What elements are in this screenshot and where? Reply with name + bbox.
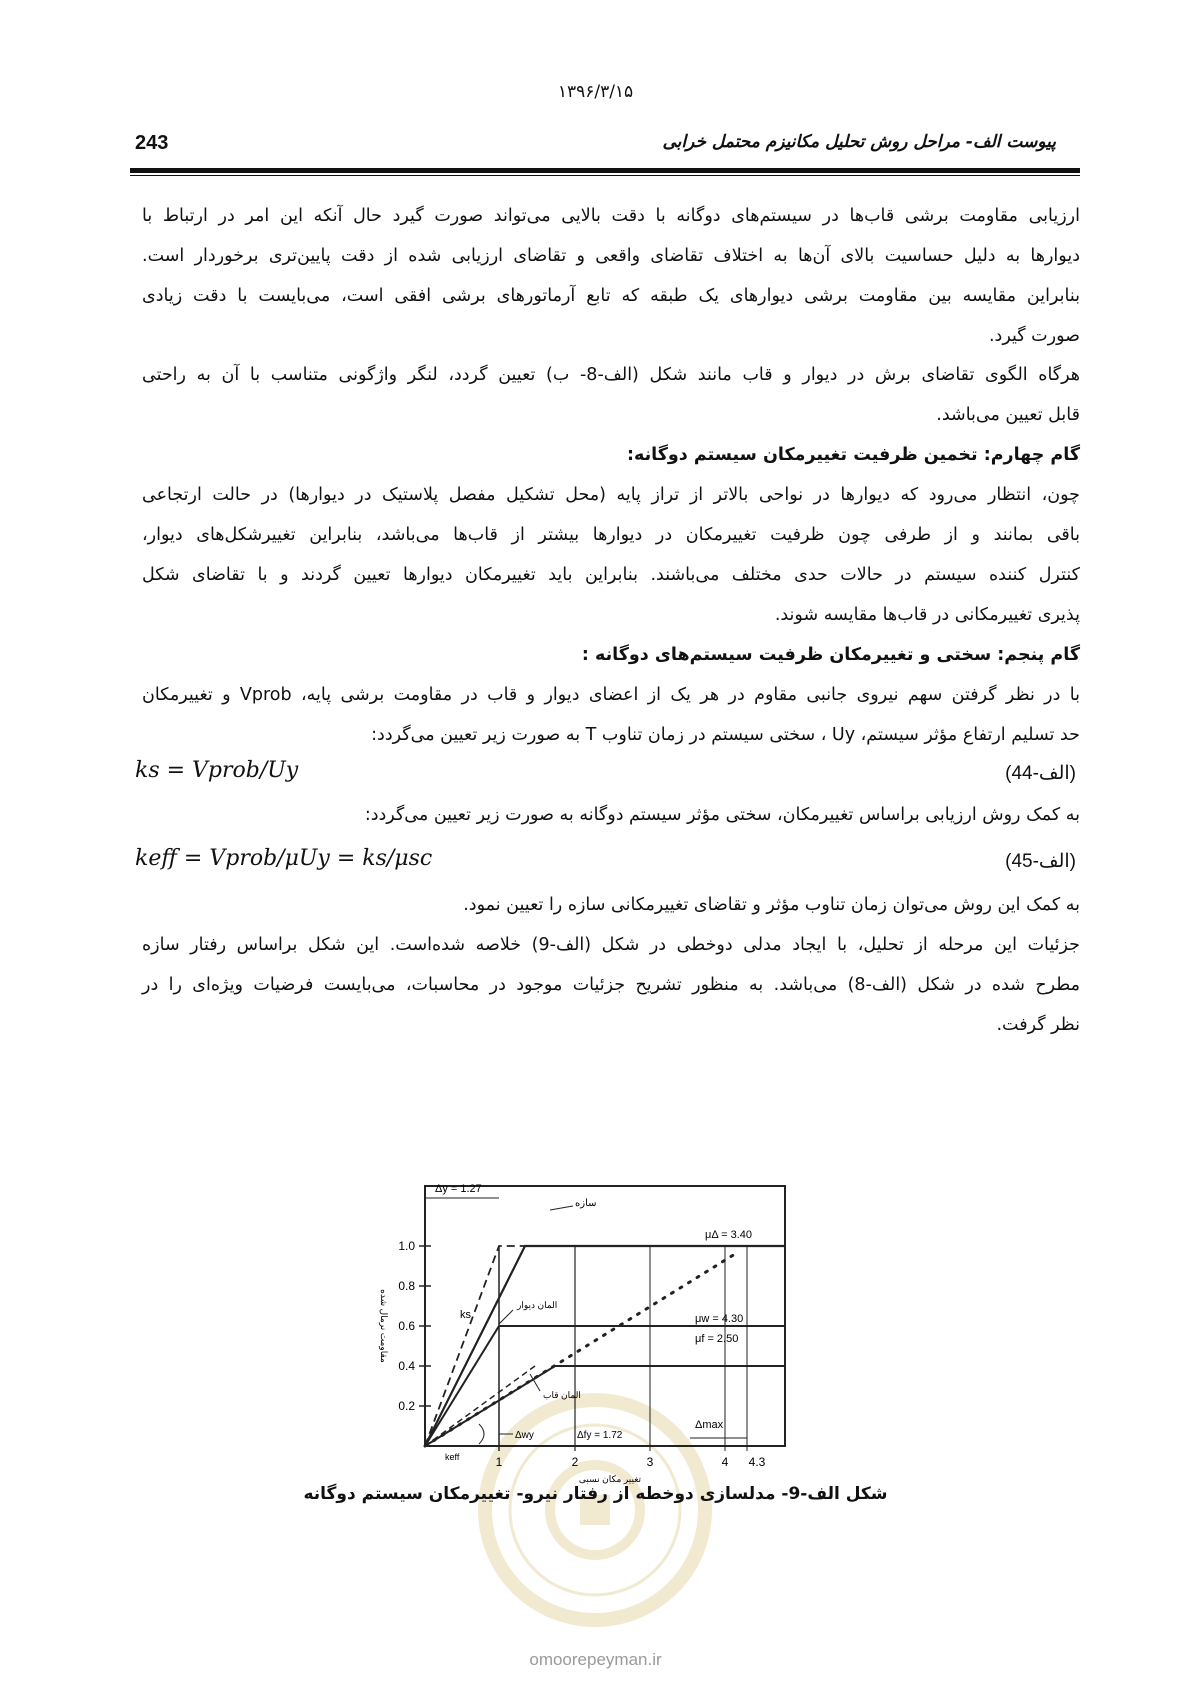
page-date: ۱۳۹۶/۳/۱۵	[557, 82, 634, 102]
y-tick-label: 0.4	[398, 1359, 415, 1373]
label-mu-f: μf = 2.50	[695, 1333, 739, 1345]
body-line: ارزیابی مقاومت برشی قاب‌ها در سیستم‌های دوگانه با دقت بالایی می‌تواند صورت گیرد حال آنکه این امر در ارتباط با	[142, 206, 1080, 226]
x-tick-label: 3	[646, 1455, 654, 1469]
x-tick-label: 1	[495, 1455, 503, 1469]
structure-curve	[425, 1246, 785, 1446]
section-heading: گام پنجم: سختی و تغییرمکان ظرفیت سیستم‌های دوگانه :	[581, 645, 1080, 665]
body-line: نظر گرفت.	[996, 1015, 1080, 1035]
body-line: به کمک روش ارزیابی براساس تغییرمکان، سختی مؤثر سیستم دوگانه به صورت زیر تعیین می‌گردد:	[364, 805, 1080, 825]
y-tick-label: 0.2	[398, 1399, 415, 1413]
body-line: پذیری تغییرمکانی در قاب‌ها مقایسه شوند.	[774, 605, 1080, 625]
body-line: هرگاه الگوی تقاضای برش در دیوار و قاب مانند شکل (الف-8- ب) تعیین گردد، لنگر واژگونی متناسب با آن به راحتی	[142, 365, 1080, 385]
x-tick-label: 4	[721, 1455, 729, 1469]
body-line: کنترل کننده سیستم در حالات حدی مختلف می‌باشند. بنابراین باید تغییرمکان دیوارها تعیین گردند و با تقاضای شکل	[142, 565, 1080, 585]
label-keff: keff	[445, 1452, 460, 1462]
y-tick-label: 0.6	[398, 1319, 415, 1333]
running-title: پیوست الف- مراحل روش تحلیل مکانیزم محتمل خرابی	[662, 132, 1056, 152]
body-line: جزئیات این مرحله از تحلیل، با ایجاد مدلی دوخطی در شکل (الف-9) خلاصه شده‌است. این شکل براساس رفتار سازه	[142, 935, 1080, 955]
label-wall-element: المان دیوار	[517, 1300, 558, 1310]
label-delta-y: Δy = 1.27	[435, 1183, 482, 1195]
body-line: حد تسلیم ارتفاع مؤثر سیستم، Uy ، سختی سیستم در زمان تناوب T به صورت زیر تعیین می‌گردد:	[371, 725, 1080, 745]
label-mu-delta: μΔ = 3.40	[705, 1229, 753, 1241]
body-line: چون، انتظار می‌رود که دیوارها در نواحی بالاتر از تراز پایه (محل تشکیل مفصل پلاستیک در دیوارها) در حالت ارتجاعی	[142, 485, 1080, 505]
y-tick-label: 0.8	[398, 1279, 415, 1293]
bilinear-model-figure	[379, 1176, 825, 1496]
body-line: مطرح شده در شکل (الف-8) می‌باشد. به منظور تشریح جزئیات موجود در محاسبات، می‌بایست فرضیات ویژه‌ای را در	[142, 975, 1080, 995]
equation-45: keff = Vprob/μUy = ks/μsc	[135, 846, 433, 871]
body-line: با در نظر گرفتن سهم نیروی جانبی مقاوم در هر یک از اعضای دیوار و قاب در مقاومت برشی پایه، Vprob و تغییرمکان	[142, 685, 1080, 705]
x-tick-label: 2	[571, 1455, 579, 1469]
label-mu-w: μw = 4.30	[695, 1313, 744, 1325]
x-axis-label: تغییر مکان نسبی	[578, 1474, 642, 1484]
equation-45-label: (الف-45)	[1005, 851, 1076, 872]
equation-44: ks = Vprob/Uy	[135, 758, 299, 783]
body-line: صورت گیرد.	[988, 326, 1080, 346]
y-tick-label: 1.0	[398, 1239, 415, 1253]
label-frame-element: المان قاب	[543, 1390, 581, 1400]
site-watermark: omoorepeyman.ir	[529, 1650, 662, 1669]
label-ks: ks	[460, 1309, 471, 1321]
label-delta-fy: Δfy = 1.72	[577, 1430, 623, 1441]
page-number: 243	[135, 132, 169, 154]
y-axis-label: مقاومت نرمال شده	[379, 1289, 389, 1363]
equation-44-label: (الف-44)	[1005, 763, 1076, 784]
body-line: به کمک این روش می‌توان زمان تناوب مؤثر و تقاضای تغییرمکانی سازه را تعیین نمود.	[463, 895, 1080, 915]
body-line: بنابراین مقایسه بین مقاومت برشی دیوارهای یک طبقه که تابع آرماتورهای برشی افقی است، می‌بایست با دقت زیادی	[142, 286, 1080, 306]
section-heading: گام چهارم: تخمین ظرفیت تغییرمکان سیستم دوگانه:	[626, 445, 1080, 465]
header-rule-thin	[130, 175, 1080, 176]
body-line: قابل تعیین می‌باشد.	[936, 405, 1080, 425]
x-tick-label: 4.3	[748, 1455, 766, 1469]
body-line: باقی بمانند و از طرفی چون ظرفیت تغییرمکان در دیوارها بیشتر از قاب‌ها می‌باشد، بنابراین تغییرشکل‌های دیوار،	[142, 525, 1080, 545]
label-delta-max: Δmax	[695, 1419, 724, 1431]
figure-caption: شکل الف-9- مدلسازی دوخطه از رفتار نیرو- تغییرمکان سیستم دوگانه	[303, 1484, 888, 1504]
header-rule-thick	[130, 168, 1080, 173]
body-line: دیوارها به دلیل حساسیت بالای آن‌ها به اختلاف تقاضای واقعی و تقاضای ارزیابی شده از دقت پایین‌تری برخوردار است.	[142, 246, 1080, 266]
label-structure: سازه	[575, 1198, 597, 1209]
label-delta-wy: Δwy	[515, 1430, 534, 1441]
